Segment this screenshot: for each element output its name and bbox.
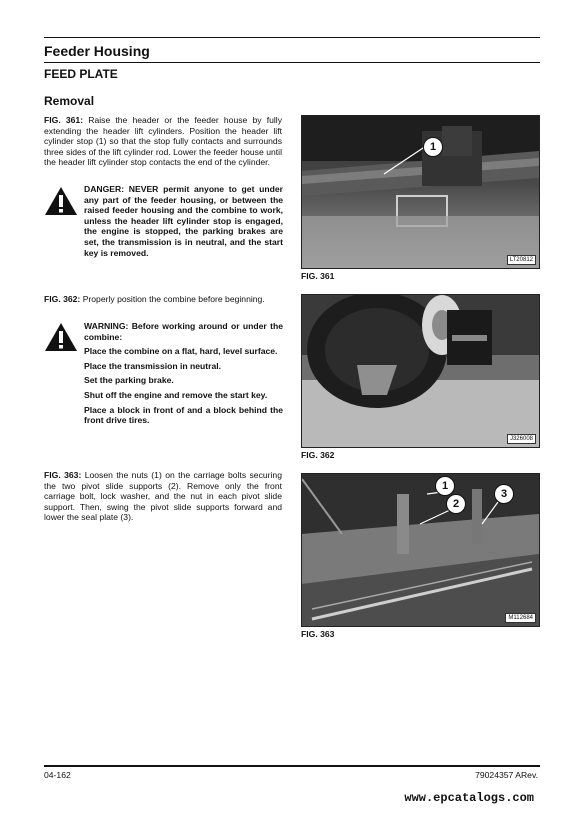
section-rule — [44, 62, 540, 63]
warning-item: Place the combine on a flat, hard, level surface. — [84, 346, 278, 357]
fig363-caption: FIG. 363 — [301, 629, 335, 639]
removal-heading: Removal — [44, 94, 95, 108]
warning-block — [84, 321, 283, 430]
section-title: Feeder Housing — [44, 43, 150, 59]
fig361-text: Raise the header or the feeder house by fully extending the header lift cylinders. Position the header lift cylinder stop (1) so that the stop fully contacts and surrounds three sides of the lift cylinder rod. Lower the feeder house until the header lift cylinder stop contacts the end of the cylinder. — [44, 115, 282, 168]
fig362-photo — [301, 294, 540, 448]
fig363-text: Loosen the nuts (1) on the carriage bolts securing the two pivot slide supports (2). Remove only the front carriage bolt, lock washer, and the nut in each pivot slide support. Then, swing the pivot slide supports forward and lower the seal plate (3). — [44, 470, 282, 523]
footer-rule — [44, 765, 540, 767]
fig362-caption: FIG. 362 — [301, 450, 335, 460]
watermark-link[interactable]: www.epcatalogs.com — [404, 791, 534, 805]
fig362-label: FIG. 362: — [44, 294, 81, 304]
callout-3: 3 — [494, 484, 514, 504]
fig363-step — [44, 470, 282, 523]
fig362-photo-id: J326008 — [507, 434, 536, 444]
fig363-label: FIG. 363: — [44, 470, 82, 480]
doc-number: 79024357 ARev. — [475, 770, 538, 780]
fig361-photo — [301, 115, 540, 269]
warning-icon — [44, 322, 78, 357]
warning-intro: WARNING: Before working around or under the combine: — [84, 321, 283, 342]
callout-2: 2 — [446, 494, 466, 514]
fig361-step — [44, 115, 282, 168]
warning-item: Place a block in front of and a block behind the front drive tires. — [84, 404, 283, 426]
top-rule — [44, 37, 540, 38]
fig363-photo — [301, 473, 540, 627]
warning-item: Shut off the engine and remove the start key. — [84, 389, 268, 400]
warning-item: Set the parking brake. — [84, 375, 174, 386]
danger-warning-icon — [44, 186, 78, 221]
danger-text: DANGER: NEVER permit anyone to get under any part of the feeder housing, or between the raised feeder housing and the combine to work, unless the header lift cylinder stop is engaged, the engine is stopped, the parking brakes are set, the transmission is in neutral, and the start key is removed. — [84, 184, 283, 258]
fig362-illustration — [302, 295, 539, 447]
subsection-title: FEED PLATE — [44, 67, 118, 81]
fig361-photo-id: LT20812 — [507, 255, 536, 265]
fig361-label: FIG. 361: — [44, 115, 84, 125]
callout-1: 1 — [435, 476, 455, 496]
fig362-text: Properly position the combine before beginning. — [82, 294, 265, 304]
page-number: 04-162 — [44, 770, 71, 780]
fig362-step — [44, 294, 282, 305]
callout-1: 1 — [423, 137, 443, 157]
fig363-photo-id: M112684 — [505, 613, 536, 623]
fig361-caption: FIG. 361 — [301, 271, 335, 281]
fig361-illustration — [302, 116, 539, 268]
warning-item: Place the transmission in neutral. — [84, 360, 222, 371]
